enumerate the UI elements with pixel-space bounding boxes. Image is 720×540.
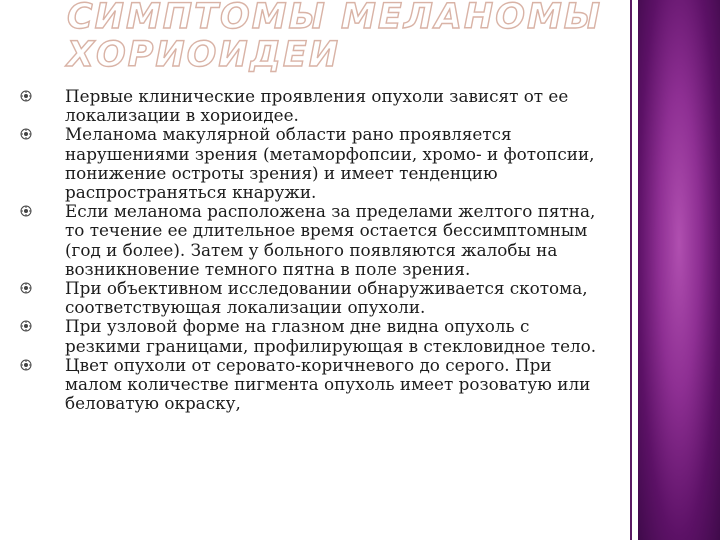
bullet-item	[20, 279, 600, 317]
decorative-purple-band	[638, 0, 720, 540]
bullet-text: При объективном исследовании обнаруживается скотома, соответствующая локализации опухоли.	[65, 278, 588, 318]
bullet-item	[20, 356, 600, 414]
bullet-text: Меланома макулярной области рано проявляется нарушениями зрения (метаморфопсии, хромо- и фотопсии, понижение остроты зрения) и имеет тенденцию распространяться кнаружи.	[65, 124, 595, 203]
bullet-text: Если меланома расположена за пределами желтого пятна, то течение ее длительное время остается бессимптомным (год и более). Затем у больного появляются жалобы на возникновение темного пятна в поле зрения.	[65, 201, 596, 279]
bullet-item	[20, 125, 600, 202]
bullet-item	[20, 202, 600, 279]
starburst-bullet-icon	[20, 359, 32, 371]
bullet-item	[20, 317, 600, 355]
divider-line	[630, 0, 632, 540]
starburst-bullet-icon	[20, 90, 32, 102]
bullet-item	[20, 87, 600, 125]
starburst-bullet-icon	[20, 205, 32, 217]
bullet-text: При узловой форме на глазном дне видна опухоль с резкими границами, профилирующая в стекловидное тело.	[65, 316, 597, 356]
slide-title	[67, 0, 627, 74]
title-line-1: СИМПТОМЫ МЕЛАНОМЫ	[67, 0, 603, 37]
starburst-bullet-icon	[20, 282, 32, 294]
bullet-text: Первые клинические проявления опухоли зависят от ее локализации в хориоидее.	[65, 86, 569, 126]
starburst-bullet-icon	[20, 320, 32, 332]
starburst-bullet-icon	[20, 128, 32, 140]
bullet-text: Цвет опухоли от серовато-коричневого до серого. При малом количестве пигмента опухоль имеет розоватую или беловатую окраску,	[65, 354, 591, 414]
bullet-list	[20, 87, 600, 413]
title-line-2: ХОРИОИДЕИ	[67, 35, 341, 75]
